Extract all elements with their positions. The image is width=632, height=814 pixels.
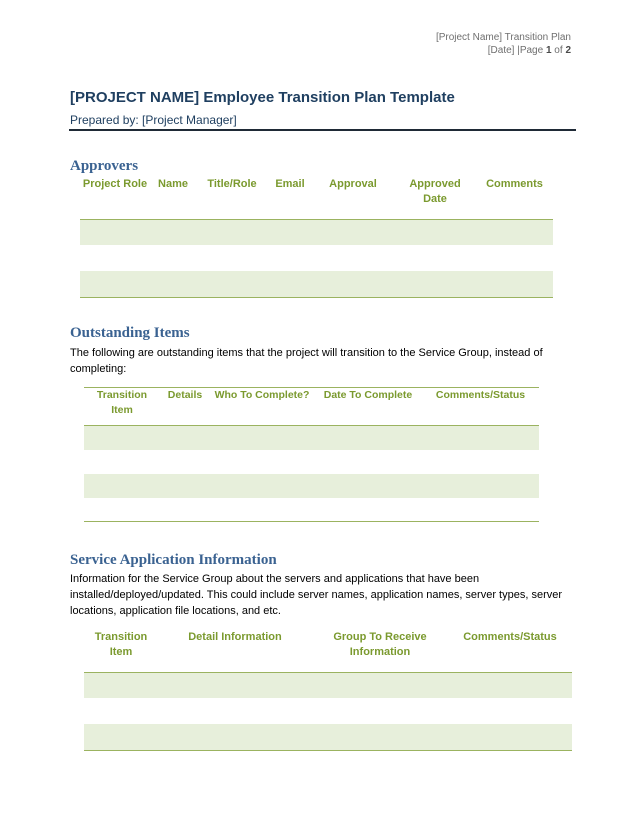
col-header: Email	[268, 177, 312, 219]
prepared-by: Prepared by: [Project Manager]	[70, 113, 237, 127]
col-header: Project Role	[80, 177, 150, 219]
col-header: Who To Complete?	[210, 388, 314, 426]
page-total: 2	[565, 45, 571, 56]
page-prefix: |Page	[514, 45, 546, 56]
table-row[interactable]	[80, 271, 553, 297]
table-row[interactable]	[84, 426, 539, 450]
col-header: Comments/Status	[422, 388, 539, 426]
col-header: Transition Item	[84, 630, 158, 672]
col-header: Detail Information	[158, 630, 312, 672]
page-header	[436, 31, 571, 57]
col-header: Comments	[476, 177, 553, 219]
header-date-page	[436, 44, 571, 57]
col-header: Details	[160, 388, 210, 426]
page-of: of	[551, 45, 566, 56]
service-heading: Service Application Information	[70, 552, 277, 568]
table-row[interactable]	[84, 474, 539, 498]
col-header: Name	[150, 177, 196, 219]
table-row[interactable]	[80, 245, 553, 271]
outstanding-intro: The following are outstanding items that the project will transition to the Service Group, instead of completing:	[70, 347, 543, 375]
table-row[interactable]	[80, 219, 553, 245]
col-header: Title/Role	[196, 177, 268, 219]
approvers-table	[80, 177, 553, 298]
page-current: 1	[545, 45, 552, 56]
table-row[interactable]	[84, 698, 572, 724]
table-header-row	[84, 630, 572, 672]
table-row[interactable]	[84, 498, 539, 522]
table-header-row	[84, 388, 539, 426]
outstanding-heading: Outstanding Items	[70, 325, 190, 341]
approvers-heading: Approvers	[70, 158, 139, 174]
title-rule	[69, 129, 576, 131]
col-header: Transition Item	[84, 388, 160, 426]
col-header: Approval	[312, 177, 394, 219]
col-header: Group To Receive Information	[312, 630, 448, 672]
table-row[interactable]	[84, 724, 572, 750]
service-table	[84, 630, 572, 751]
header-date: [Date]	[487, 45, 515, 56]
table-header-row	[80, 177, 553, 219]
table-row[interactable]	[84, 450, 539, 474]
col-header: Comments/Status	[448, 630, 572, 672]
header-plan-name: [Project Name] Transition Plan	[435, 32, 571, 43]
outstanding-table	[84, 387, 539, 522]
col-header: Approved Date	[394, 177, 476, 219]
col-header: Date To Complete	[314, 388, 422, 426]
document-title: [PROJECT NAME] Employee Transition Plan Template	[70, 89, 455, 106]
table-row[interactable]	[84, 672, 572, 698]
service-intro: Information for the Service Group about the servers and applications that have been installed/deployed/updated. This could include server names, application names, server types, server locations, application file locations, and etc.	[70, 573, 563, 617]
